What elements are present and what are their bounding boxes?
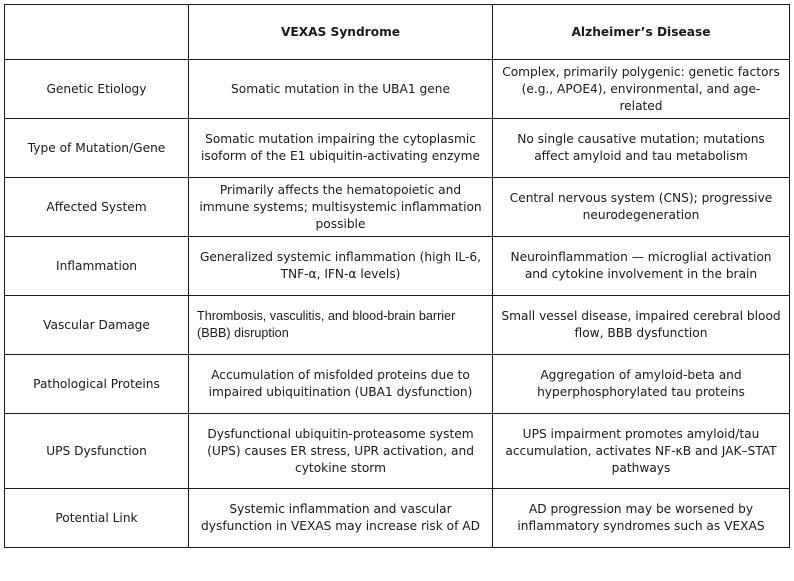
row-label: Potential Link: [5, 489, 189, 548]
table-row: [5, 60, 790, 119]
table-row: [5, 178, 790, 237]
alzheimers-cell: Neuroinflammation — microglial activation and cytokine involvement in the brain: [493, 237, 790, 296]
row-label: Genetic Etiology: [5, 60, 189, 119]
table-header-row: [5, 5, 790, 60]
comparison-table: [4, 4, 790, 548]
header-alzheimers: Alzheimer’s Disease: [493, 5, 790, 60]
alzheimers-cell: Small vessel disease, impaired cerebral blood flow, BBB dysfunction: [493, 296, 790, 355]
table-row: [5, 237, 790, 296]
alzheimers-cell: Complex, primarily polygenic: genetic factors (e.g., APOE4), environmental, and age-related: [493, 60, 790, 119]
table-row: [5, 119, 790, 178]
row-label: Pathological Proteins: [5, 355, 189, 414]
alzheimers-cell: UPS impairment promotes amyloid/tau accumulation, activates NF-κB and JAK–STAT pathways: [493, 414, 790, 489]
row-label: Type of Mutation/Gene: [5, 119, 189, 178]
table-row: [5, 355, 790, 414]
table-row: [5, 489, 790, 548]
row-label: Inflammation: [5, 237, 189, 296]
header-vexas: VEXAS Syndrome: [189, 5, 493, 60]
row-label: Affected System: [5, 178, 189, 237]
header-empty-cell: [5, 5, 189, 60]
alzheimers-cell: No single causative mutation; mutations affect amyloid and tau metabolism: [493, 119, 790, 178]
vexas-cell: Somatic mutation impairing the cytoplasmic isoform of the E1 ubiquitin-activating enzyme: [189, 119, 493, 178]
vexas-cell: Somatic mutation in the UBA1 gene: [189, 60, 493, 119]
row-label: UPS Dysfunction: [5, 414, 189, 489]
alzheimers-cell: AD progression may be worsened by inflammatory syndromes such as VEXAS: [493, 489, 790, 548]
vexas-cell: Systemic inflammation and vascular dysfunction in VEXAS may increase risk of AD: [189, 489, 493, 548]
alzheimers-cell: Aggregation of amyloid-beta and hyperphosphorylated tau proteins: [493, 355, 790, 414]
vexas-cell: Generalized systemic inflammation (high IL-6, TNF-α, IFN-α levels): [189, 237, 493, 296]
vexas-cell: Primarily affects the hematopoietic and immune systems; multisystemic inflammation possible: [189, 178, 493, 237]
vexas-cell: Thrombosis, vasculitis, and blood-brain barrier (BBB) disruption: [189, 296, 493, 355]
vexas-cell: Accumulation of misfolded proteins due to impaired ubiquitination (UBA1 dysfunction): [189, 355, 493, 414]
table-row: [5, 296, 790, 355]
row-label: Vascular Damage: [5, 296, 189, 355]
alzheimers-cell: Central nervous system (CNS); progressive neurodegeneration: [493, 178, 790, 237]
table-row: [5, 414, 790, 489]
vexas-cell: Dysfunctional ubiquitin-proteasome system (UPS) causes ER stress, UPR activation, and cytokine storm: [189, 414, 493, 489]
